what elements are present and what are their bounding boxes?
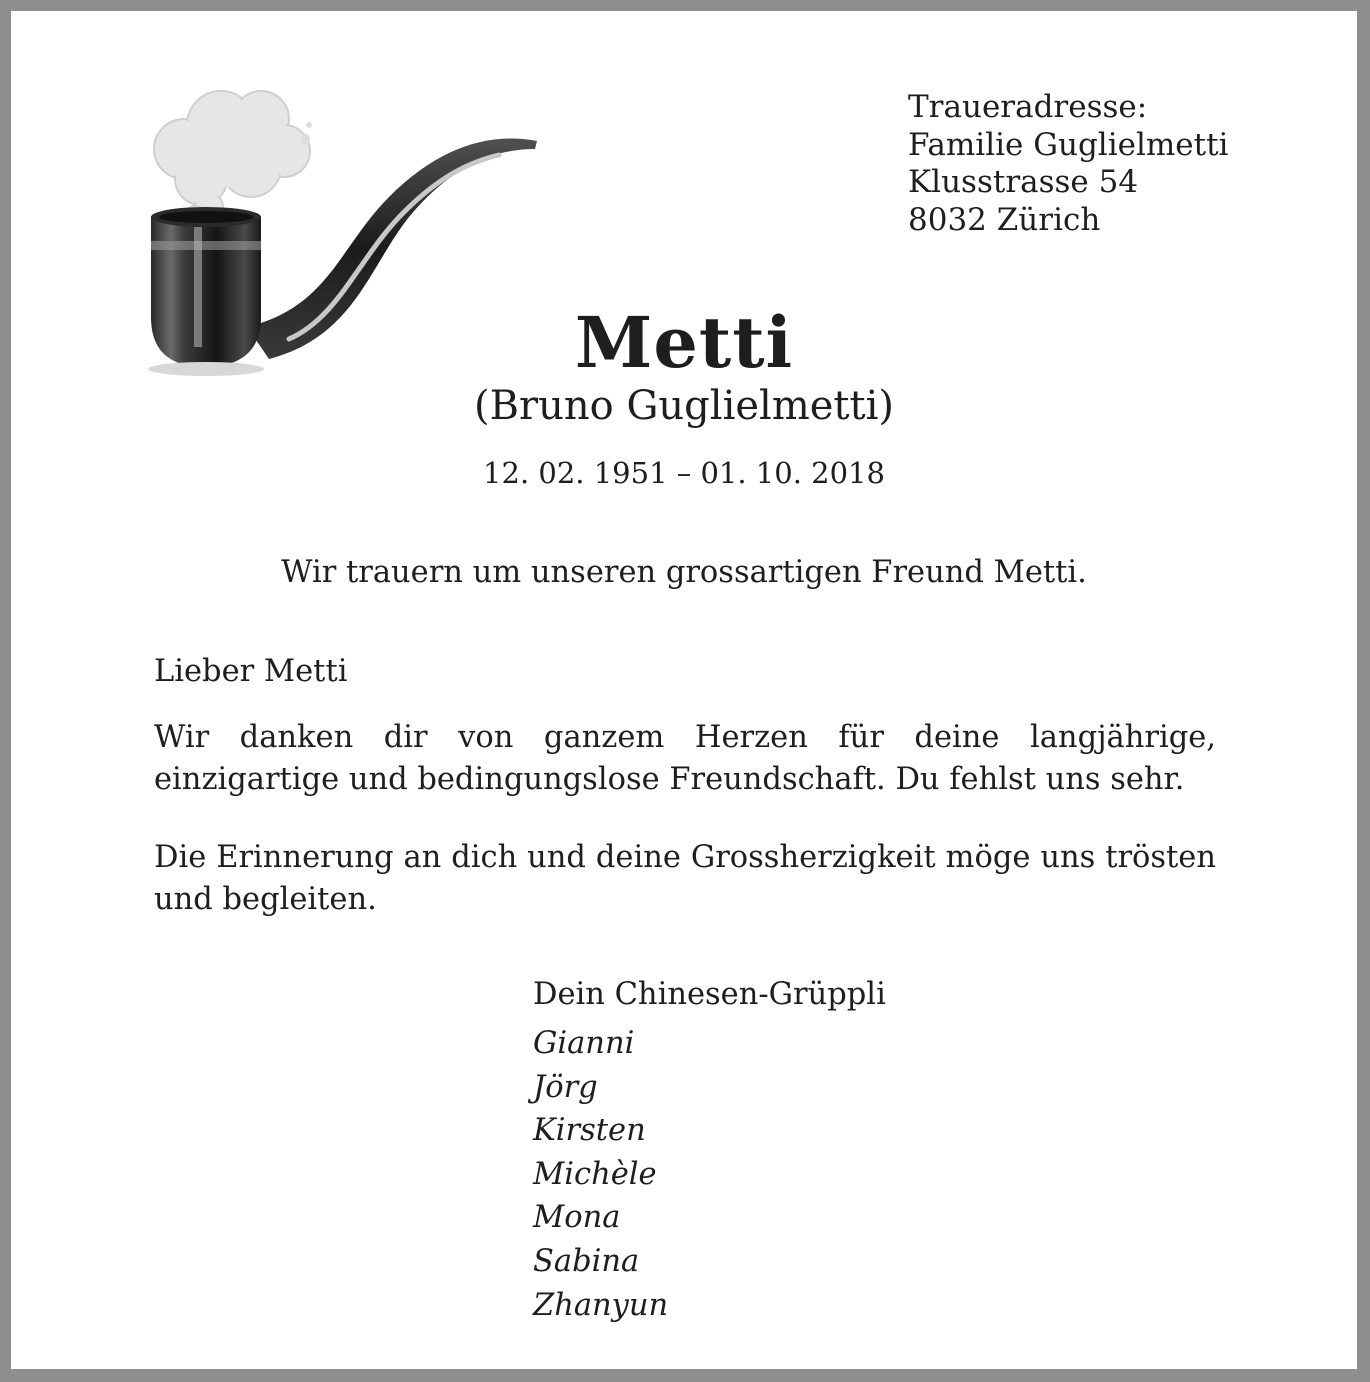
signer-name: Jörg: [533, 1069, 598, 1105]
greeting: Lieber Metti: [154, 654, 348, 689]
address-line: Familie Guglielmetti: [908, 126, 1229, 163]
life-dates: 12. 02. 1951 – 01. 10. 2018: [483, 456, 885, 490]
message-paragraph: Die Erinnerung an dich und deine Grossherzigkeit möge uns trösten und begleiten.: [154, 840, 1216, 917]
address-line: Klusstrasse 54: [908, 164, 1139, 200]
obituary-card: [11, 11, 1357, 1369]
mourning-address: [908, 89, 1228, 239]
message-paragraph: Wir danken dir von ganzem Herzen für deine langjährige, einzigartige und bedingungslose Freundschaft. Du fehlst uns sehr.: [154, 720, 1216, 797]
signer-name: Sabina: [533, 1243, 640, 1279]
signature-names: [533, 1022, 668, 1327]
signature-group: Dein Chinesen-Grüppli: [533, 977, 886, 1012]
signer-name: Michèle: [533, 1156, 657, 1192]
address-line: 8032 Zürich: [908, 201, 1101, 238]
deceased-name: Metti: [574, 301, 794, 384]
signer-name: Zhanyun: [533, 1287, 669, 1323]
address-label: Traueradresse:: [908, 89, 1148, 125]
signer-name: Gianni: [533, 1026, 635, 1061]
signer-name: Kirsten: [533, 1113, 646, 1149]
intro-line: Wir trauern um unseren grossartigen Freund Metti.: [281, 555, 1087, 590]
signer-name: Mona: [533, 1200, 621, 1236]
deceased-full-name: (Bruno Guglielmetti): [474, 383, 894, 429]
